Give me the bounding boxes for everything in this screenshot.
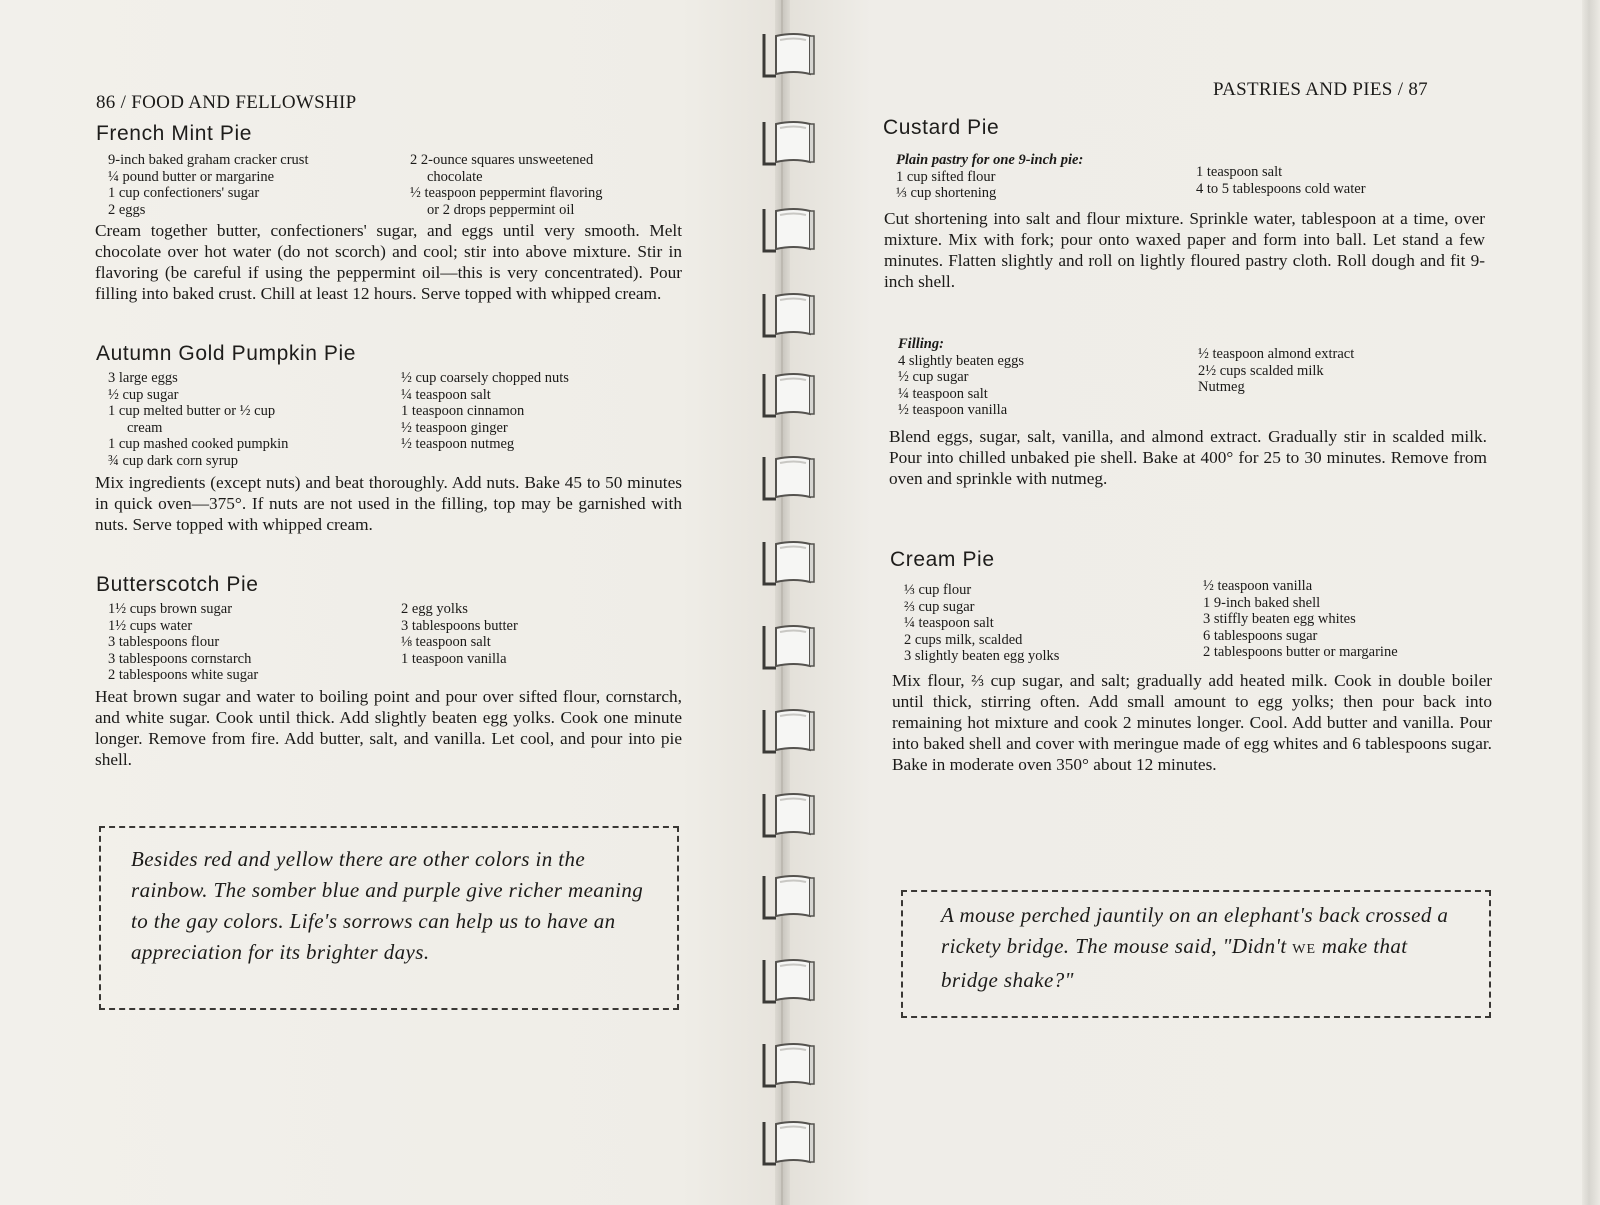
ingredient: 3 tablespoons cornstarch [108,650,252,667]
ingredient: ¼ teaspoon salt [904,615,994,632]
binding-ring [754,790,824,840]
quote-text: Besides red and yellow there are other colors in the rainbow. The somber blue and purple give richer meaning to the gay colors. Life's sorrows can help us to have an appreciation for its brighter days. [131,847,644,964]
ingredient: ½ cup coarsely chopped nuts [401,370,569,386]
ingredient: 2 2-ounce squares unsweetened [410,152,594,168]
ingredient: 2 cups milk, scalded [904,631,1023,648]
binding-ring [754,622,824,672]
ingredient: ½ teaspoon vanilla [898,402,1008,419]
recipe-title-cream-pie: Cream Pie [890,548,995,571]
ingredient: 1 9-inch baked shell [1203,594,1321,611]
quote-box-mouse [901,890,1491,1018]
ingredient: ¼ teaspoon salt [401,386,491,403]
ingredient: ½ teaspoon peppermint flavoring [410,185,603,202]
ingredient: 3 slightly beaten egg yolks [904,648,1060,665]
binding-ring [754,205,824,255]
ingredient: ⅓ cup flour [904,582,972,598]
filling-ingredients-right [1198,346,1478,396]
binding-ring [754,956,824,1006]
ingredient: ⅔ cup sugar [904,598,975,615]
directions-butterscotch: Heat brown sugar and water to boiling point and pour over sifted flour, cornstarch, and white sugar. Cook until thick. Add slightly beaten egg yolks. Cook one minute longer. Remove from fire. Add butter, salt, and vanilla. Let cool, and pour into pie shell. [95,687,682,769]
ingredient: ¾ cup dark corn syrup [108,452,239,469]
pastry-ingredients-left [896,152,1196,202]
ingredient: Nutmeg [1198,379,1245,396]
recipe-title-custard-pie: Custard Pie [883,116,1000,139]
ingredient: 2 tablespoons butter or margarine [1203,644,1398,661]
page-edge [1582,0,1600,1205]
ingredient: 2½ cups scalded milk [1198,362,1324,379]
recipe-title-pumpkin-pie: Autumn Gold Pumpkin Pie [96,342,357,365]
ingredient: 1 cup melted butter or ½ cup [108,403,276,420]
recipe-title-french-mint-pie: French Mint Pie [96,122,253,145]
binding-ring [754,118,824,168]
binding-ring [754,453,824,503]
ingredient: 3 tablespoons butter [401,617,518,634]
ingredient: 2 eggs [108,201,146,218]
quote-text-main: A mouse perched jauntily on an elephant's back crossed a rickety bridge. The mouse said, "Didn't [941,903,1449,958]
ingredient: 1 teaspoon vanilla [401,650,507,667]
ingredient: ½ teaspoon almond extract [1198,346,1355,362]
ingredients-right-french-mint [410,152,690,218]
ingredient: 4 to 5 tablespoons cold water [1196,180,1366,197]
ingredient: ½ teaspoon vanilla [1203,578,1313,594]
binding-ring [754,1118,824,1168]
ingredient: cream [127,419,163,436]
binding-ring [754,1040,824,1090]
ingredient: 1½ cups brown sugar [108,601,233,617]
ingredient: ½ teaspoon ginger [401,419,508,436]
ingredients-left-cream [904,582,1204,665]
ingredient: 1 teaspoon salt [1196,164,1283,180]
ingredient: 9-inch baked graham cracker crust [108,152,309,168]
ingredients-right-butterscotch [401,601,681,667]
left-page-header: 86 / FOOD AND FELLOWSHIP [96,92,357,113]
quote-text-end: make that bridge shake?" [941,934,1408,992]
directions-pumpkin: Mix ingredients (except nuts) and beat thoroughly. Add nuts. Bake 45 to 50 minutes in quick oven—375°. If nuts are not used in the filling, top may be garnished with nuts. Serve topped with whipped cream. [95,473,682,534]
right-page-header: PASTRIES AND PIES / 87 [1213,79,1428,100]
directions-custard: Blend eggs, sugar, salt, vanilla, and almond extract. Gradually stir in scalded milk. Pour into chilled unbaked pie shell. Bake at 400° for 25 to 30 minutes. Remove from oven and sprinkle with nutmeg. [889,427,1487,488]
spine-line [781,0,783,1205]
quote-small-caps: WE [1292,942,1317,957]
quote-box-rainbow [99,826,679,1010]
ingredients-right-pumpkin [401,370,681,453]
recipe-title-butterscotch-pie: Butterscotch Pie [96,573,259,596]
binding-ring [754,706,824,756]
ingredient: 1 cup mashed cooked pumpkin [108,436,289,453]
pastry-ingredients-right [1196,164,1476,197]
ingredients-left-pumpkin [108,370,408,470]
ingredient: ¼ pound butter or margarine [108,168,275,185]
binding-ring [754,538,824,588]
ingredient: 3 tablespoons flour [108,634,220,651]
ingredient: chocolate [427,168,483,185]
binding-ring [754,370,824,420]
ingredient: ⅛ teaspoon salt [401,634,491,651]
ingredient: 2 egg yolks [401,601,468,617]
ingredient: 3 large eggs [108,370,178,386]
ingredients-left-french-mint [108,152,408,218]
ingredient: 6 tablespoons sugar [1203,627,1318,644]
ingredient: 1 teaspoon cinnamon [401,403,525,420]
ingredient: 4 slightly beaten eggs [898,352,1025,369]
ingredient: ⅓ cup shortening [896,185,997,202]
binding-ring [754,872,824,922]
pastry-label: Plain pastry for one 9-inch pie: [896,152,1084,168]
ingredient: 2 tablespoons white sugar [108,667,259,684]
binding-ring [754,30,824,80]
ingredient: 3 stiffly beaten egg whites [1203,611,1356,628]
filling-ingredients-left [898,336,1198,419]
ingredient: ¼ teaspoon salt [898,385,988,402]
pastry-directions: Cut shortening into salt and flour mixture. Sprinkle water, tablespoon at a time, over mixture. Mix with fork; pour onto waxed paper and form into ball. Let stand a few minutes. Flatten slightly and roll on lightly floured pastry cloth. Roll dough and fit 9-inch shell. [884,209,1485,291]
ingredient: 1 cup confectioners' sugar [108,185,260,202]
ingredient: ½ teaspoon nutmeg [401,436,515,453]
ingredients-right-cream [1203,578,1493,661]
ingredient: 1½ cups water [108,617,193,634]
filling-label: Filling: [898,336,944,352]
directions-french-mint: Cream together butter, confectioners' sugar, and eggs until very smooth. Melt chocolate over hot water (do not scorch) and cool; stir into above mixture. Stir in flavoring (be careful if using the peppermint oil—this is very concentrated). Pour filling into baked crust. Chill at least 12 hours. Serve topped with whipped cream. [95,221,682,303]
ingredient: or 2 drops peppermint oil [427,201,575,218]
binding-ring [754,290,824,340]
ingredient: ½ cup sugar [898,369,969,386]
ingredient: ½ cup sugar [108,386,179,403]
ingredients-left-butterscotch [108,601,398,684]
directions-cream: Mix flour, ⅔ cup sugar, and salt; gradually add heated milk. Cook in double boiler until thick, stirring often. Add small amount to egg yolks; then pour back into remaining hot mixture and cook 2 minutes longer. Cool. Add butter and vanilla. Pour into baked shell and cover with meringue made of egg whites and 6 tablespoons sugar. Bake in moderate oven 350° about 12 minutes. [892,671,1492,774]
ingredient: 1 cup sifted flour [896,168,996,185]
